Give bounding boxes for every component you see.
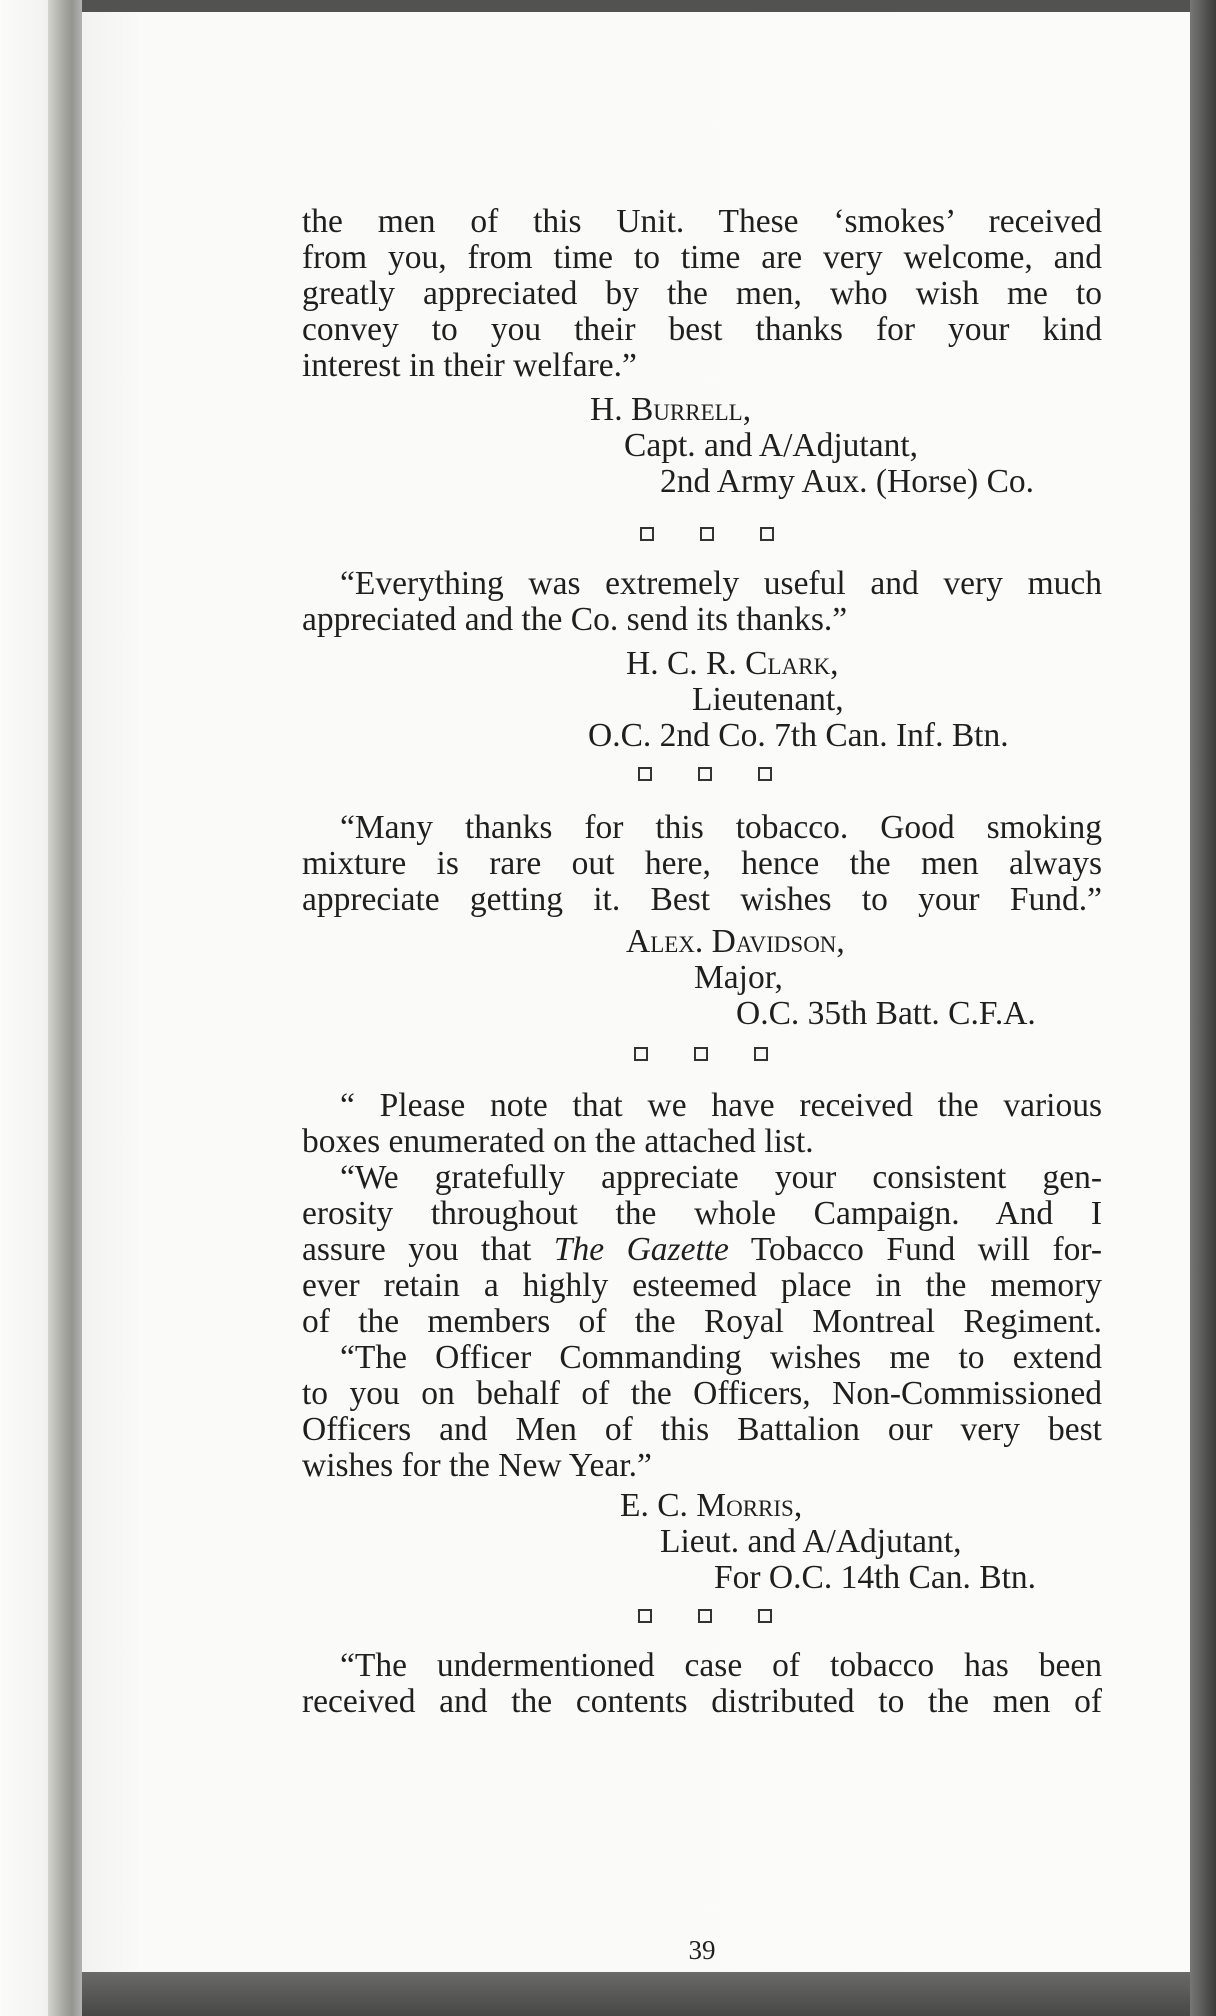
signatory-rank: Lieut. and A/Adjutant,: [660, 1523, 962, 1560]
text-line: received and the contents distributed to the men of: [302, 1683, 1102, 1720]
text-line: erosity throughout the whole Campaign. And I: [302, 1195, 1102, 1232]
signatory-rank: Capt. and A/Adjutant,: [624, 427, 919, 464]
letter-excerpt-5: [302, 1648, 1102, 1720]
square-ornament-icon: [638, 767, 652, 781]
signature-3: [302, 924, 1102, 1032]
text-line: appreciate getting it. Best wishes to your Fund.”: [302, 881, 1102, 918]
book-page: [82, 12, 1190, 1972]
text-line: the men of this Unit. These ‘smokes’ received: [302, 203, 1102, 240]
signature-1: [302, 392, 1102, 500]
square-ornament-icon: [698, 1609, 712, 1623]
text-line: greatly appreciated by the men, who wish me to: [302, 275, 1102, 312]
newspaper-title: The Gazette: [553, 1231, 729, 1268]
book-bottom-edge: [82, 1972, 1190, 2016]
text-line: from you, from time to time are very welcome, and: [302, 239, 1102, 276]
book-gutter: [48, 0, 82, 2016]
text-line: to you on behalf of the Officers, Non-Commissioned: [302, 1375, 1102, 1412]
text-line: “The undermentioned case of tobacco has been: [340, 1647, 1102, 1684]
text-line: “ Please note that we have received the various: [340, 1087, 1102, 1124]
text-line: appreciated and the Co. send its thanks.”: [302, 601, 848, 638]
square-ornament-icon: [754, 1047, 768, 1061]
square-ornament-icon: [694, 1047, 708, 1061]
book-top-edge: [82, 0, 1190, 12]
signatory-name: H. C. R. Clark,: [626, 645, 839, 682]
signatory-rank: Major,: [694, 959, 783, 996]
text-line: assure you that The Gazette Tobacco Fund will for-: [302, 1231, 1102, 1268]
text-line: ever retain a highly esteemed place in the memory: [302, 1267, 1102, 1304]
section-divider: [302, 1036, 1102, 1072]
signatory-name: E. C. Morris,: [620, 1487, 803, 1524]
square-ornament-icon: [634, 1047, 648, 1061]
text-line: mixture is rare out here, hence the men always: [302, 845, 1102, 882]
section-divider: [302, 756, 1102, 792]
signatory-unit: 2nd Army Aux. (Horse) Co.: [660, 463, 1035, 500]
text-line: “Everything was extremely useful and very much: [340, 565, 1102, 602]
text-line: “We gratefully appreciate your consistent gen-: [340, 1159, 1102, 1196]
signatory-unit: O.C. 2nd Co. 7th Can. Inf. Btn.: [588, 717, 1009, 754]
text-line: Officers and Men of this Battalion our very best: [302, 1411, 1102, 1448]
page-number: 39: [688, 1935, 716, 1965]
signature-4: [302, 1488, 1102, 1596]
letter-excerpt-1: [302, 204, 1102, 384]
signatory-name: Alex. Davidson,: [626, 923, 845, 960]
text-line: wishes for the New Year.”: [302, 1447, 652, 1484]
text-line: “The Officer Commanding wishes me to extend: [340, 1339, 1102, 1376]
text-line: boxes enumerated on the attached list.: [302, 1123, 814, 1160]
letter-excerpt-4: [302, 1088, 1102, 1484]
square-ornament-icon: [698, 767, 712, 781]
square-ornament-icon: [700, 527, 714, 541]
letter-excerpt-2: [302, 566, 1102, 638]
signature-2: [302, 646, 1102, 754]
signatory-rank: Lieutenant,: [692, 681, 844, 718]
section-divider: [302, 516, 1102, 552]
square-ornament-icon: [640, 527, 654, 541]
square-ornament-icon: [638, 1609, 652, 1623]
text-line: convey to you their best thanks for your kind: [302, 311, 1102, 348]
square-ornament-icon: [760, 527, 774, 541]
text-line: “Many thanks for this tobacco. Good smoking: [340, 809, 1102, 846]
letter-excerpt-3: [302, 810, 1102, 918]
text-line: interest in their welfare.”: [302, 347, 637, 384]
book-right-edge: [1190, 0, 1216, 2016]
text-line: of the members of the Royal Montreal Regiment.: [302, 1303, 1102, 1340]
signatory-name: H. Burrell,: [590, 391, 752, 428]
square-ornament-icon: [758, 1609, 772, 1623]
signatory-unit: For O.C. 14th Can. Btn.: [714, 1559, 1036, 1596]
section-divider: [302, 1598, 1102, 1634]
square-ornament-icon: [758, 767, 772, 781]
signatory-unit: O.C. 35th Batt. C.F.A.: [736, 995, 1036, 1032]
